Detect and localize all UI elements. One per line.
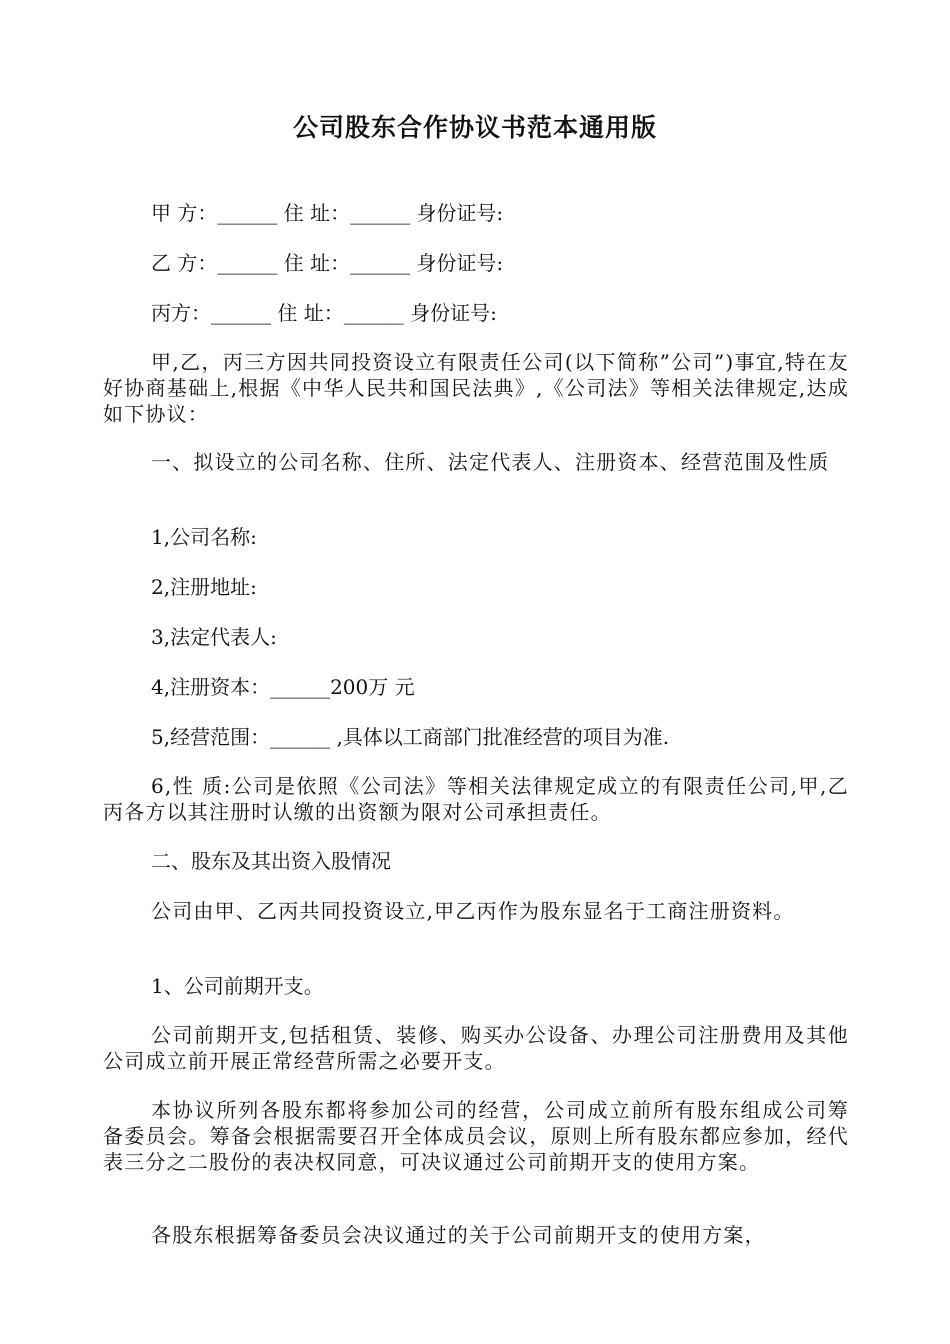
document-title: 公司股东合作协议书范本通用版	[292, 113, 657, 142]
expenses-paragraph: 公司前期开支,包括租赁、装修、购买办公设备、办理公司注册费用及其他公司成立前开展正常经营所需之必要开支。	[103, 1023, 849, 1073]
subsection-1-heading: 1、公司前期开支。	[151, 974, 324, 998]
item-company-name: 1,公司名称:	[151, 525, 257, 549]
item-registered-capital: 4,注册资本：______200万 元	[151, 675, 415, 699]
item-registered-address: 2,注册地址:	[151, 575, 257, 599]
intro-paragraph: 甲,乙，丙三方因共同投资设立有限责任公司(以下简称”公司”)事宜,特在友好协商基础上,根据《中华人民共和国民法典》,《公司法》等相关法律规定,达成如下协议：	[103, 350, 849, 426]
last-paragraph: 各股东根据筹备委员会决议通过的关于公司前期开支的使用方案，	[151, 1223, 766, 1247]
party-b-line: 乙 方：______ 住 址：______ 身份证号:	[151, 251, 504, 275]
section-1-heading: 一、拟设立的公司名称、住所、法定代表人、注册资本、经营范围及性质	[151, 450, 830, 474]
party-a-line: 甲 方：______ 住 址：______ 身份证号:	[151, 201, 504, 225]
item-business-scope: 5,经营范围：______ ,具体以工商部门批准经营的项目为准.	[151, 725, 670, 749]
committee-paragraph: 本协议所列各股东都将参加公司的经营，公司成立前所有股东组成公司筹备委员会。筹备会根据需要召开全体成员会议，原则上所有股东都应参加，经代表三分之二股份的表决权同意，可决议通过公司前期开支的使用方案。	[103, 1098, 849, 1174]
item-legal-representative: 3,法定代表人:	[151, 625, 277, 649]
item-nature-paragraph: 6,性 质:公司是依照《公司法》等相关法律规定成立的有限责任公司,甲,乙丙各方以其注册时认缴的出资额为限对公司承担责任。	[103, 774, 849, 824]
shareholders-paragraph: 公司由甲、乙丙共同投资设立,甲乙丙作为股东显名于工商注册资料。	[151, 899, 795, 923]
party-c-line: 丙方：______ 住 址：______ 身份证号:	[151, 301, 497, 325]
section-2-heading: 二、股东及其出资入股情况	[151, 849, 391, 873]
